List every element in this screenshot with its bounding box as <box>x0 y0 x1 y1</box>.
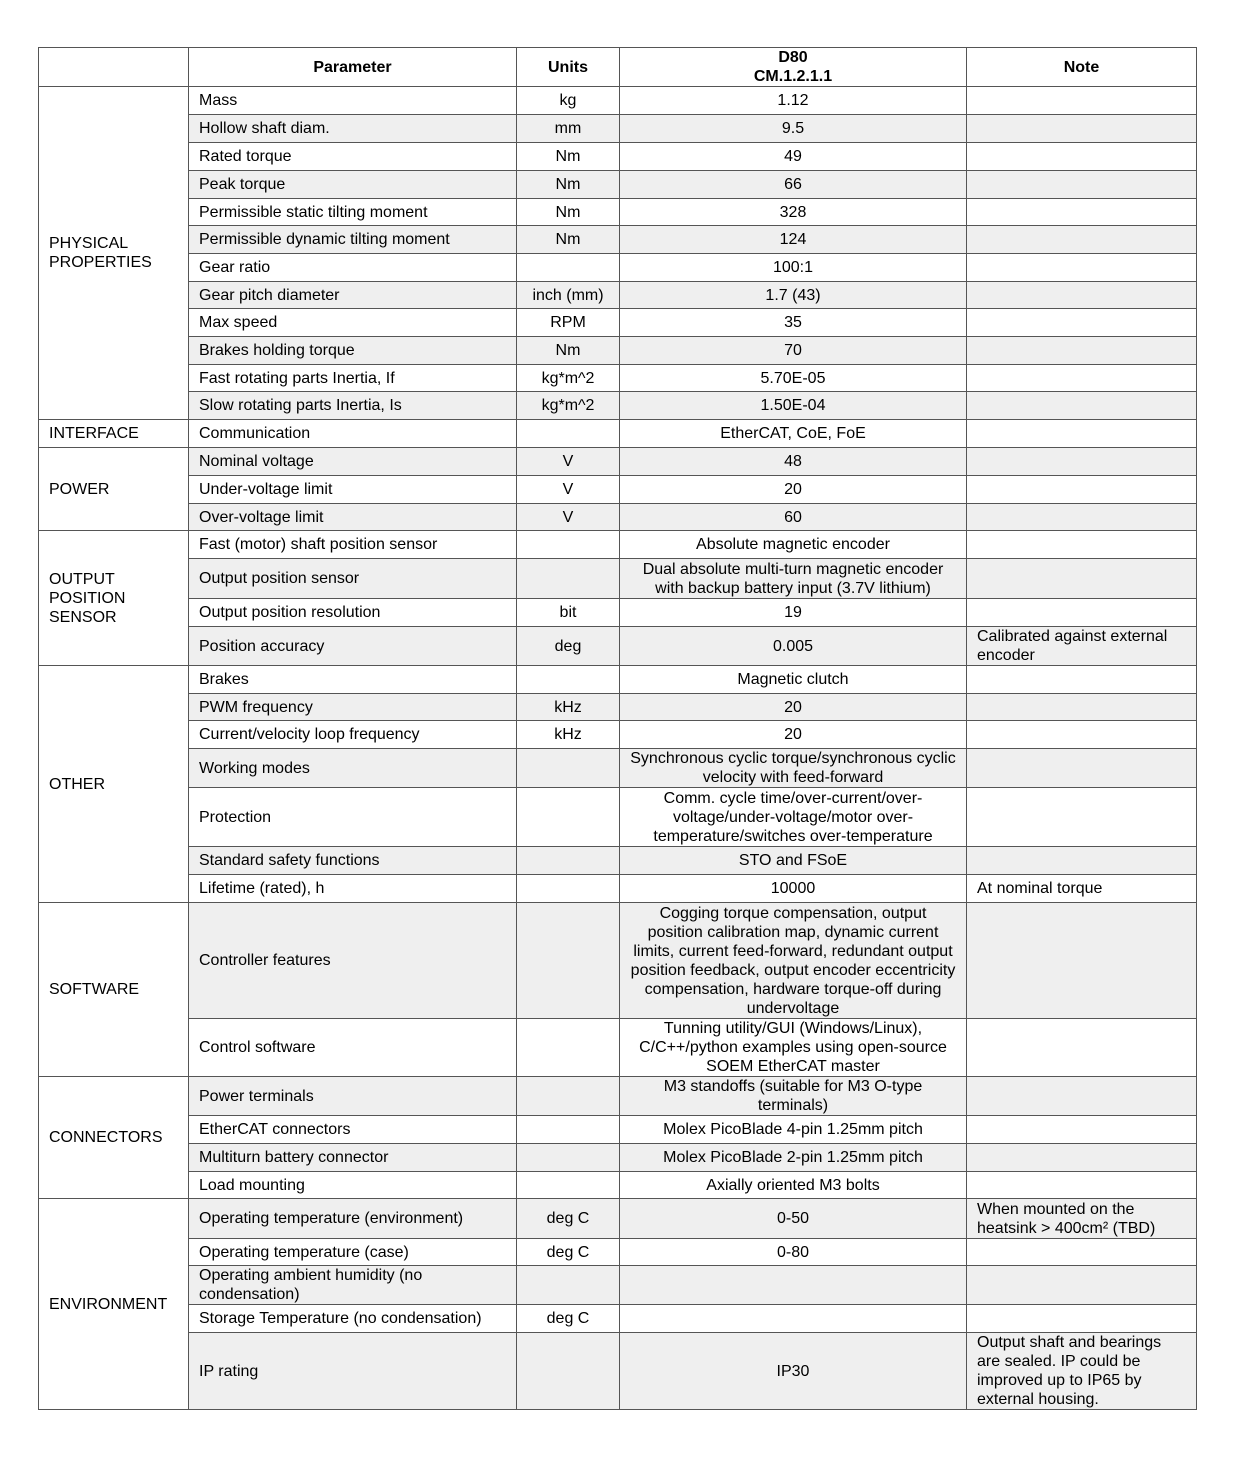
parameter-cell: Power terminals <box>189 1077 517 1116</box>
parameter-cell: Protection <box>189 788 517 847</box>
value-cell: Magnetic clutch <box>620 666 967 694</box>
value-cell: 60 <box>620 504 967 531</box>
units-cell: Nm <box>517 337 620 365</box>
table-row <box>39 115 1197 143</box>
note-cell: Output shaft and bearings are sealed. IP could be improved up to IP65 by external housing. <box>967 1333 1197 1410</box>
value-cell: M3 standoffs (suitable for M3 O-type terminals) <box>620 1077 967 1116</box>
note-cell: When mounted on the heatsink > 400cm² (TBD) <box>967 1199 1197 1239</box>
units-cell <box>517 903 620 1019</box>
spec-body <box>39 87 1197 1410</box>
value-cell: Dual absolute multi-turn magnetic encoder with backup battery input (3.7V lithium) <box>620 559 967 599</box>
note-cell <box>967 788 1197 847</box>
note-cell <box>967 721 1197 749</box>
parameter-cell: Current/velocity loop frequency <box>189 721 517 749</box>
units-cell <box>517 1116 620 1144</box>
note-cell: At nominal torque <box>967 875 1197 903</box>
units-cell: kHz <box>517 721 620 749</box>
header-note: Note <box>967 48 1197 87</box>
units-cell: Nm <box>517 199 620 226</box>
parameter-cell: Load mounting <box>189 1172 517 1199</box>
note-cell <box>967 476 1197 504</box>
note-cell <box>967 282 1197 309</box>
units-cell: Nm <box>517 171 620 199</box>
value-cell: 100:1 <box>620 254 967 282</box>
value-cell: 1.12 <box>620 87 967 115</box>
units-cell <box>517 666 620 694</box>
units-cell <box>517 254 620 282</box>
category-cell: OUTPUT POSITION SENSOR <box>39 531 189 666</box>
units-cell <box>517 1144 620 1172</box>
table-row <box>39 254 1197 282</box>
note-cell <box>967 448 1197 476</box>
header-model-name: D80 <box>778 49 808 66</box>
table-row <box>39 749 1197 788</box>
table-row <box>39 599 1197 627</box>
units-cell <box>517 1266 620 1305</box>
note-cell <box>967 199 1197 226</box>
parameter-cell: Operating temperature (case) <box>189 1239 517 1266</box>
note-cell <box>967 254 1197 282</box>
units-cell <box>517 1019 620 1077</box>
value-cell: 9.5 <box>620 115 967 143</box>
units-cell <box>517 788 620 847</box>
units-cell: inch (mm) <box>517 282 620 309</box>
parameter-cell: EtherCAT connectors <box>189 1116 517 1144</box>
value-cell: 20 <box>620 694 967 721</box>
parameter-cell: IP rating <box>189 1333 517 1410</box>
units-cell <box>517 749 620 788</box>
parameter-cell: Mass <box>189 87 517 115</box>
parameter-cell: Permissible dynamic tilting moment <box>189 226 517 254</box>
value-cell: Axially oriented M3 bolts <box>620 1172 967 1199</box>
category-cell: INTERFACE <box>39 420 189 448</box>
table-row <box>39 171 1197 199</box>
table-row <box>39 226 1197 254</box>
units-cell: deg C <box>517 1305 620 1333</box>
value-cell: 48 <box>620 448 967 476</box>
parameter-cell: Permissible static tilting moment <box>189 199 517 226</box>
header-blank <box>39 48 189 87</box>
parameter-cell: Nominal voltage <box>189 448 517 476</box>
table-row <box>39 1172 1197 1199</box>
table-row <box>39 1077 1197 1116</box>
units-cell: Nm <box>517 226 620 254</box>
units-cell: kg <box>517 87 620 115</box>
units-cell <box>517 875 620 903</box>
table-row <box>39 87 1197 115</box>
value-cell: IP30 <box>620 1333 967 1410</box>
header-units: Units <box>517 48 620 87</box>
note-cell <box>967 115 1197 143</box>
units-cell: V <box>517 504 620 531</box>
value-cell: Absolute magnetic encoder <box>620 531 967 559</box>
value-cell: Tunning utility/GUI (Windows/Linux), C/C++/python examples using open-source SOEM EtherCAT master <box>620 1019 967 1077</box>
spec-table <box>38 47 1197 1410</box>
note-cell <box>967 309 1197 337</box>
value-cell: 49 <box>620 143 967 171</box>
note-cell <box>967 559 1197 599</box>
table-row <box>39 1019 1197 1077</box>
units-cell: mm <box>517 115 620 143</box>
parameter-cell: Slow rotating parts Inertia, Is <box>189 392 517 420</box>
table-row <box>39 448 1197 476</box>
table-row <box>39 1333 1197 1410</box>
note-cell <box>967 226 1197 254</box>
parameter-cell: Control software <box>189 1019 517 1077</box>
units-cell: deg C <box>517 1239 620 1266</box>
value-cell: 5.70E-05 <box>620 365 967 392</box>
parameter-cell: Output position sensor <box>189 559 517 599</box>
value-cell: 10000 <box>620 875 967 903</box>
units-cell: kg*m^2 <box>517 365 620 392</box>
units-cell: deg <box>517 627 620 666</box>
units-cell <box>517 420 620 448</box>
units-cell <box>517 1333 620 1410</box>
value-cell: 35 <box>620 309 967 337</box>
note-cell <box>967 365 1197 392</box>
units-cell <box>517 1077 620 1116</box>
table-row <box>39 788 1197 847</box>
value-cell: Cogging torque compensation, output position calibration map, dynamic current limits, current feed-forward, redundant output position feedback, output encoder eccentricity compensation, hardware torque-off during undervoltage <box>620 903 967 1019</box>
table-row <box>39 337 1197 365</box>
header-row <box>39 48 1197 87</box>
units-cell <box>517 531 620 559</box>
table-row <box>39 199 1197 226</box>
note-cell <box>967 420 1197 448</box>
parameter-cell: Communication <box>189 420 517 448</box>
note-cell <box>967 337 1197 365</box>
parameter-cell: Fast rotating parts Inertia, If <box>189 365 517 392</box>
value-cell: 328 <box>620 199 967 226</box>
category-cell: CONNECTORS <box>39 1077 189 1199</box>
parameter-cell: Rated torque <box>189 143 517 171</box>
units-cell: V <box>517 476 620 504</box>
value-cell: STO and FSoE <box>620 847 967 875</box>
units-cell <box>517 1172 620 1199</box>
value-cell: 20 <box>620 476 967 504</box>
parameter-cell: Under-voltage limit <box>189 476 517 504</box>
parameter-cell: Operating ambient humidity (no condensation) <box>189 1266 517 1305</box>
units-cell: kHz <box>517 694 620 721</box>
parameter-cell: Position accuracy <box>189 627 517 666</box>
table-row <box>39 1239 1197 1266</box>
table-row <box>39 1144 1197 1172</box>
value-cell: 70 <box>620 337 967 365</box>
value-cell: Molex PicoBlade 2-pin 1.25mm pitch <box>620 1144 967 1172</box>
parameter-cell: Operating temperature (environment) <box>189 1199 517 1239</box>
note-cell <box>967 1144 1197 1172</box>
parameter-cell: Gear pitch diameter <box>189 282 517 309</box>
table-row <box>39 847 1197 875</box>
table-row <box>39 903 1197 1019</box>
value-cell: 19 <box>620 599 967 627</box>
note-cell <box>967 1305 1197 1333</box>
table-row <box>39 531 1197 559</box>
parameter-cell: Multiturn battery connector <box>189 1144 517 1172</box>
parameter-cell: Lifetime (rated), h <box>189 875 517 903</box>
table-row <box>39 721 1197 749</box>
value-cell: Molex PicoBlade 4-pin 1.25mm pitch <box>620 1116 967 1144</box>
category-cell: OTHER <box>39 666 189 903</box>
table-row <box>39 875 1197 903</box>
note-cell <box>967 1266 1197 1305</box>
table-row <box>39 282 1197 309</box>
value-cell: 124 <box>620 226 967 254</box>
parameter-cell: Output position resolution <box>189 599 517 627</box>
category-cell: PHYSICAL PROPERTIES <box>39 87 189 420</box>
table-row <box>39 143 1197 171</box>
value-cell: 1.50E-04 <box>620 392 967 420</box>
parameter-cell: PWM frequency <box>189 694 517 721</box>
note-cell <box>967 694 1197 721</box>
parameter-cell: Brakes holding torque <box>189 337 517 365</box>
note-cell <box>967 1116 1197 1144</box>
units-cell <box>517 559 620 599</box>
table-row <box>39 309 1197 337</box>
parameter-cell: Controller features <box>189 903 517 1019</box>
value-cell: 66 <box>620 171 967 199</box>
value-cell: 20 <box>620 721 967 749</box>
units-cell: RPM <box>517 309 620 337</box>
parameter-cell: Brakes <box>189 666 517 694</box>
category-cell: ENVIRONMENT <box>39 1199 189 1410</box>
category-cell: SOFTWARE <box>39 903 189 1077</box>
table-row <box>39 627 1197 666</box>
parameter-cell: Hollow shaft diam. <box>189 115 517 143</box>
value-cell: 0-80 <box>620 1239 967 1266</box>
table-row <box>39 694 1197 721</box>
units-cell: bit <box>517 599 620 627</box>
value-cell: Comm. cycle time/over-current/over-voltage/under-voltage/motor over-temperature/switches over-temperature <box>620 788 967 847</box>
units-cell: kg*m^2 <box>517 392 620 420</box>
units-cell <box>517 847 620 875</box>
note-cell <box>967 143 1197 171</box>
parameter-cell: Fast (motor) shaft position sensor <box>189 531 517 559</box>
note-cell <box>967 749 1197 788</box>
units-cell: Nm <box>517 143 620 171</box>
header-model-code: CM.1.2.1.1 <box>753 68 833 85</box>
value-cell <box>620 1266 967 1305</box>
table-row <box>39 504 1197 531</box>
table-row <box>39 476 1197 504</box>
parameter-cell: Working modes <box>189 749 517 788</box>
parameter-cell: Max speed <box>189 309 517 337</box>
value-cell <box>620 1305 967 1333</box>
note-cell <box>967 171 1197 199</box>
value-cell: 0-50 <box>620 1199 967 1239</box>
value-cell: 0.005 <box>620 627 967 666</box>
table-row <box>39 559 1197 599</box>
note-cell <box>967 1172 1197 1199</box>
note-cell <box>967 504 1197 531</box>
table-row <box>39 392 1197 420</box>
note-cell <box>967 392 1197 420</box>
note-cell <box>967 666 1197 694</box>
note-cell <box>967 1077 1197 1116</box>
table-row <box>39 1266 1197 1305</box>
note-cell <box>967 599 1197 627</box>
note-cell <box>967 903 1197 1019</box>
parameter-cell: Peak torque <box>189 171 517 199</box>
value-cell: Synchronous cyclic torque/synchronous cyclic velocity with feed-forward <box>620 749 967 788</box>
value-cell: EtherCAT, CoE, FoE <box>620 420 967 448</box>
value-cell: 1.7 (43) <box>620 282 967 309</box>
category-cell: POWER <box>39 448 189 531</box>
parameter-cell: Storage Temperature (no condensation) <box>189 1305 517 1333</box>
note-cell <box>967 1019 1197 1077</box>
table-row <box>39 365 1197 392</box>
table-row <box>39 420 1197 448</box>
header-parameter: Parameter <box>189 48 517 87</box>
table-row <box>39 1116 1197 1144</box>
note-cell: Calibrated against external encoder <box>967 627 1197 666</box>
table-row <box>39 666 1197 694</box>
units-cell: deg C <box>517 1199 620 1239</box>
table-row <box>39 1305 1197 1333</box>
parameter-cell: Gear ratio <box>189 254 517 282</box>
table-row <box>39 1199 1197 1239</box>
note-cell <box>967 87 1197 115</box>
note-cell <box>967 531 1197 559</box>
header-model <box>620 48 967 87</box>
units-cell: V <box>517 448 620 476</box>
parameter-cell: Over-voltage limit <box>189 504 517 531</box>
parameter-cell: Standard safety functions <box>189 847 517 875</box>
note-cell <box>967 847 1197 875</box>
note-cell <box>967 1239 1197 1266</box>
